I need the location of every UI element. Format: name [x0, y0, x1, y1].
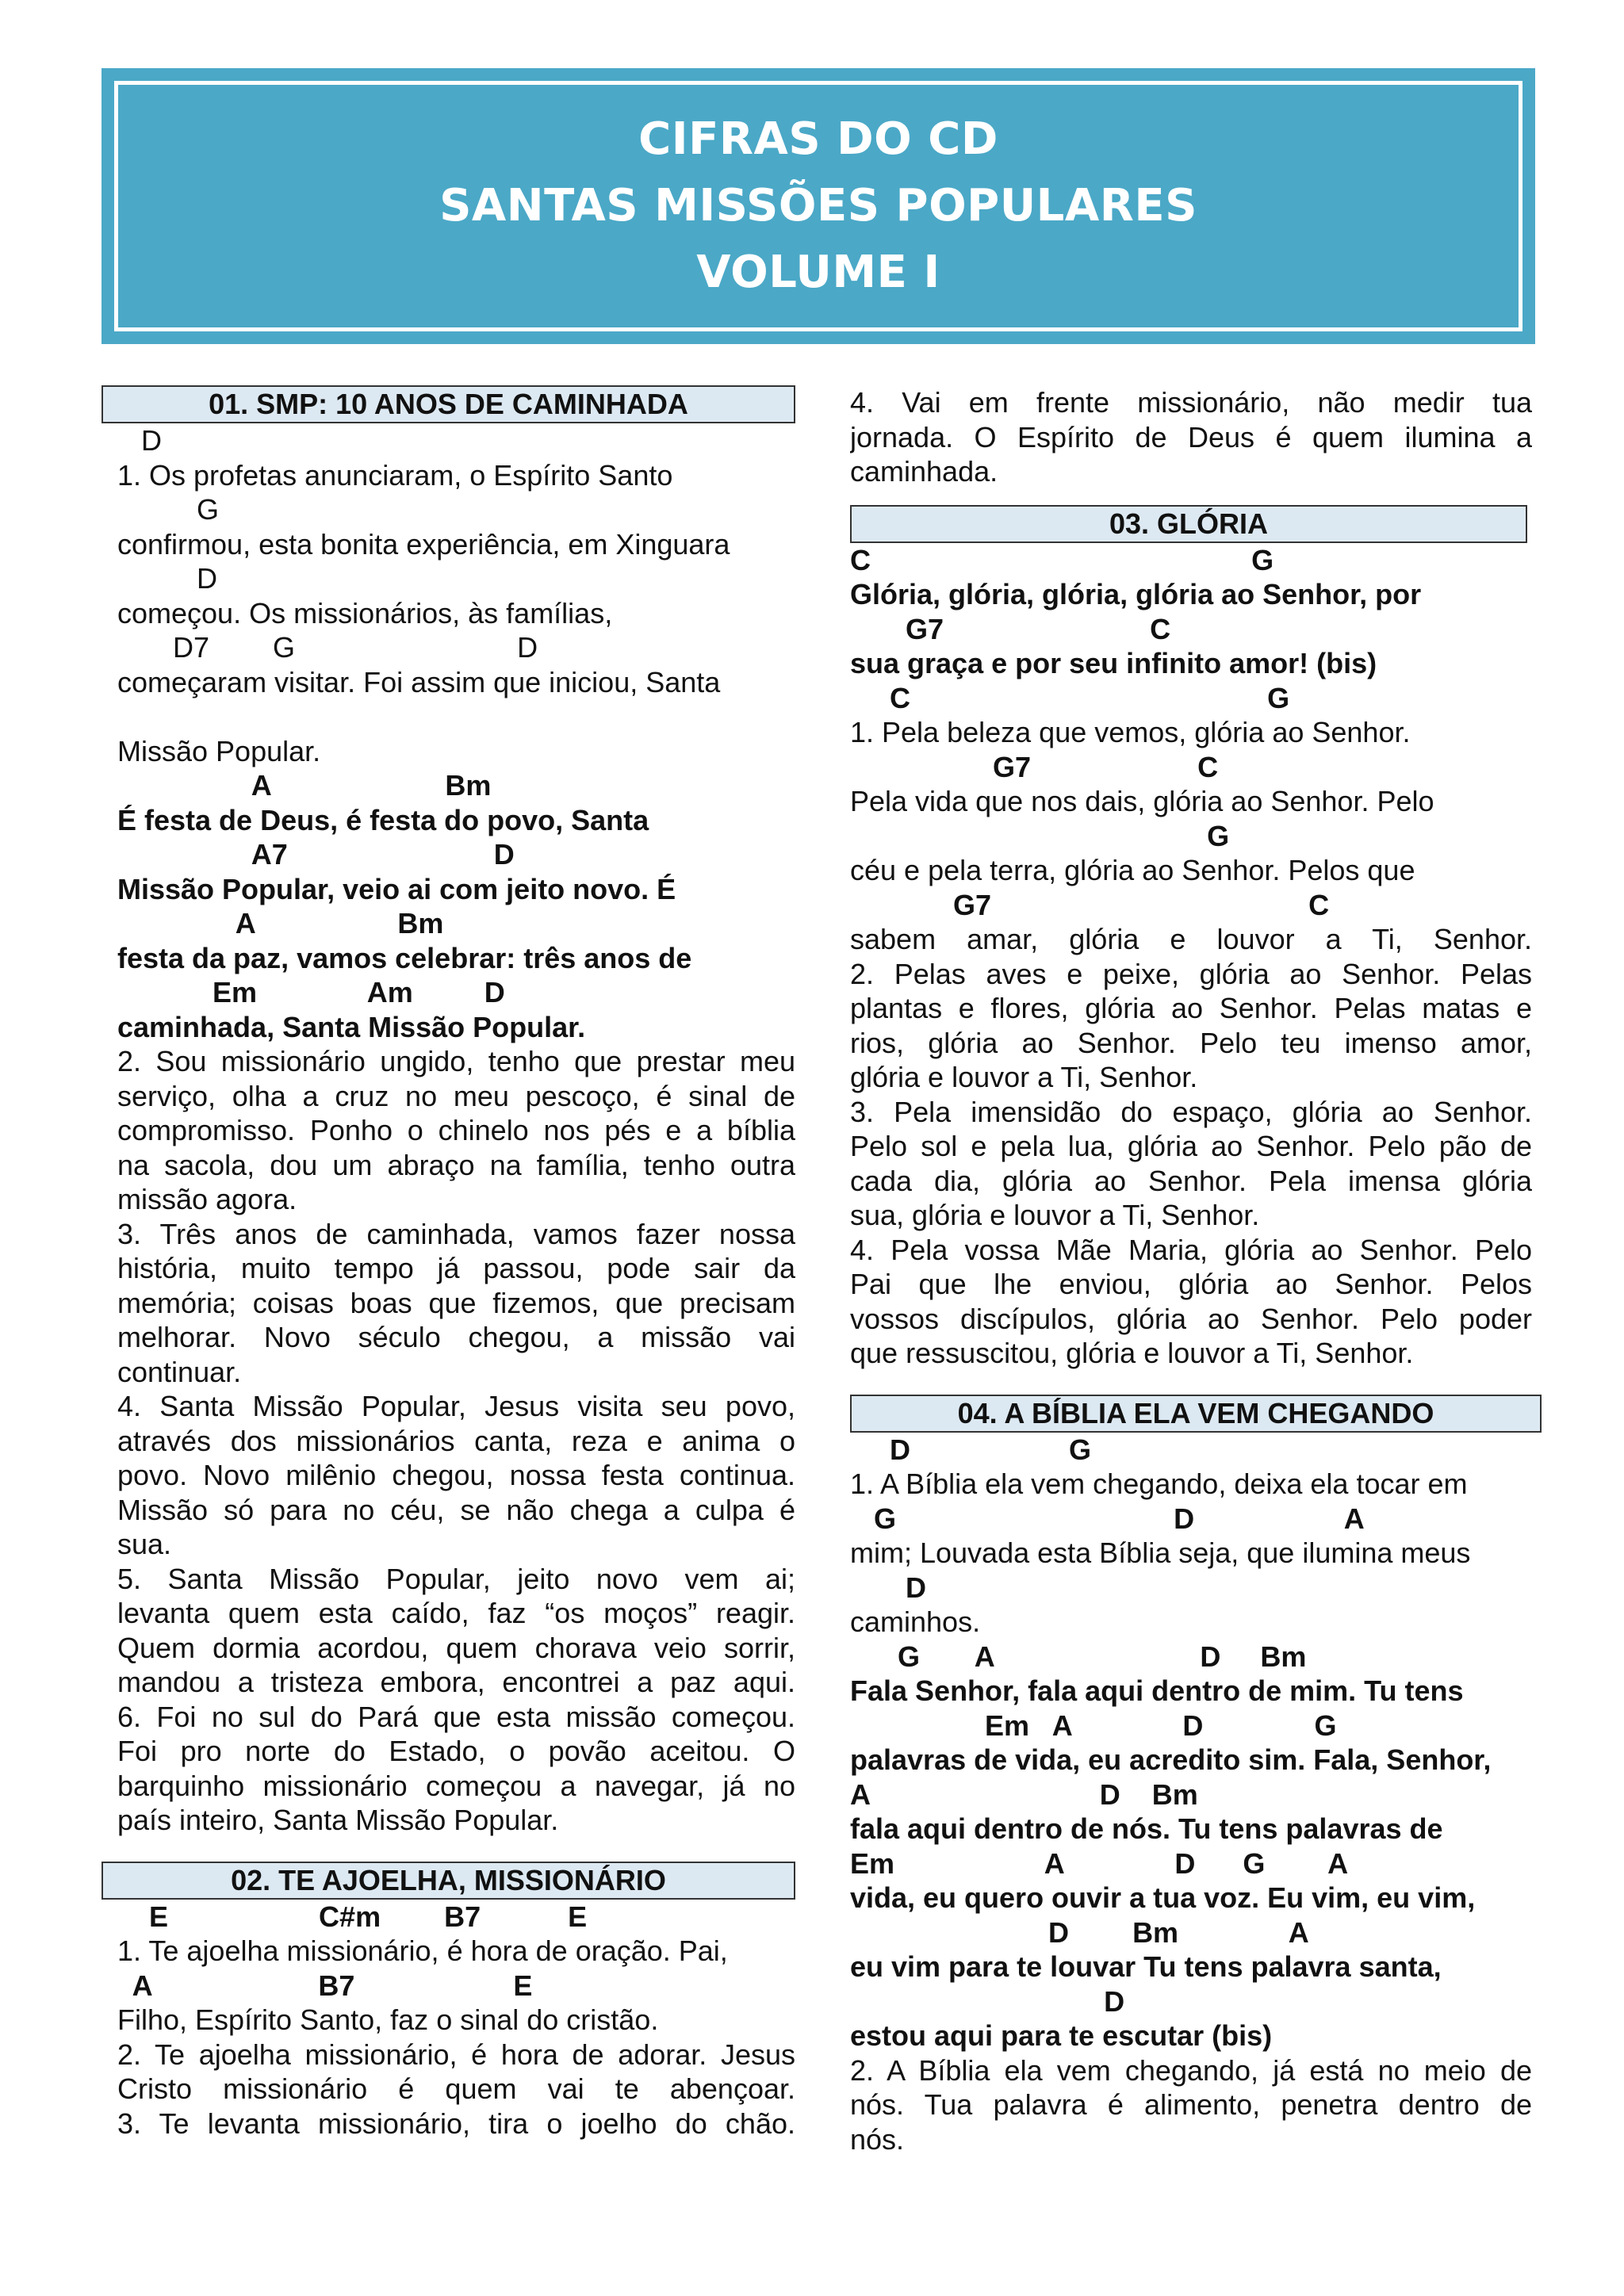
lyric-line: que ressuscitou, glória e louvor a Ti, Senhor. [850, 1337, 1414, 1369]
lyric-line: começaram visitar. Foi assim que iniciou, Santa [117, 665, 721, 698]
lyric-line: Cristo missionário é quem vai te abençoar. [117, 2072, 795, 2105]
lyric-line: fala aqui dentro de nós. Tu tens palavras de [850, 1812, 1443, 1845]
lyric-line: levanta quem esta caído, faz “os moços” reagir. [117, 1597, 795, 1629]
lyric-line: Pelo sol e pela lua, glória ao Senhor. Pelo pão de [850, 1130, 1532, 1162]
banner-title-line-2: SANTAS MISSÕES POPULARES [439, 180, 1197, 232]
lyric-line: começou. Os missionários, às famílias, [117, 596, 613, 629]
lyric-line: A B7 E [117, 1969, 533, 2002]
lyric-line: confirmou, esta bonita experiência, em Xinguara [117, 527, 730, 561]
lyric-line: G7 C [850, 888, 1330, 921]
lyric-line: sabem amar, glória e louvor a Ti, Senhor. [850, 923, 1532, 955]
lyric-line: serviço, olha a cruz no meu pescoço, é sinal de [117, 1079, 795, 1112]
lyric-line: G A D Bm [850, 1640, 1307, 1673]
lyric-line: 4. Santa Missão Popular, Jesus visita seu povo, [117, 1390, 795, 1422]
lyric-line: 3. Três anos de caminhada, vamos fazer nossa [117, 1217, 795, 1250]
lyric-line: céu e pela terra, glória ao Senhor. Pelos que [850, 854, 1415, 886]
lyric-line: É festa de Deus, é festa do povo, Santa [117, 803, 649, 836]
lyric-line: A Bm [117, 907, 444, 939]
lyric-line: plantas e flores, glória ao Senhor. Pelas matas e [850, 992, 1532, 1024]
lyric-line: continuar. [117, 1355, 242, 1388]
lyric-line: D G [850, 1433, 1092, 1466]
lyric-line: Em A D G A [850, 1846, 1349, 1880]
lyric-line: caminhada. [850, 455, 998, 488]
lyric-line: barquinho missionário começou a navegar, já no [117, 1769, 795, 1802]
lyric-line: Em Am D [117, 976, 505, 1008]
lyric-line: G [850, 819, 1230, 852]
lyric-line: compromisso. Ponho o chinelo nos pés e a bíblia [117, 1114, 795, 1146]
lyric-line: festa da paz, vamos celebrar: três anos de [117, 941, 692, 974]
lyric-line: C G [850, 543, 1274, 576]
lyric-line: C G [850, 681, 1290, 714]
lyric-line: vossos discípulos, glória ao Senhor. Pelo poder [850, 1302, 1532, 1335]
lyric-line: glória e louvor a Ti, Senhor. [850, 1061, 1198, 1093]
lyric-line: jornada. O Espírito de Deus é quem ilumina a [850, 420, 1532, 453]
lyric-line: 2. Pelas aves e peixe, glória ao Senhor. Pelas [850, 957, 1532, 990]
lyric-line: através dos missionários canta, reza e anima o [117, 1424, 795, 1457]
lyric-line: povo. Novo milênio chegou, nossa festa continua. [117, 1459, 795, 1491]
lyric-line: nós. Tua palavra é alimento, penetra dentro de [850, 2088, 1532, 2121]
lyric-line: caminhada, Santa Missão Popular. [117, 1010, 586, 1043]
lyric-line: missão agora. [117, 1183, 297, 1215]
song-title-02: 02. TE AJOELHA, MISSIONÁRIO [102, 1862, 795, 1900]
lyric-line: Missão Popular, veio ai com jeito novo. É [117, 872, 676, 905]
title-banner-frame [114, 81, 1522, 331]
song-01-lyrics [102, 423, 795, 1838]
lyric-line: país inteiro, Santa Missão Popular. [117, 1804, 559, 1836]
banner-title-line-1: CIFRAS DO CD [638, 113, 998, 165]
lyric-line: A7 D [117, 838, 515, 871]
lyric-line: Pai que lhe enviou, glória ao Senhor. Pelos [850, 1268, 1532, 1300]
lyric-line: G7 C [850, 612, 1171, 645]
lyric-line: Filho, Espírito Santo, faz o sinal do cristão. [117, 2003, 659, 2036]
lyric-line: D Bm A [850, 1915, 1309, 1949]
lyric-line: vida, eu quero ouvir a tua voz. Eu vim, eu vim, [850, 1881, 1476, 1914]
lyric-line: 1. Pela beleza que vemos, glória ao Senhor. [850, 716, 1411, 748]
lyric-line: Quem dormia acordou, quem chorava veio sorrir, [117, 1631, 795, 1664]
lyric-line: Em A D G [850, 1709, 1337, 1742]
lyric-line: sua graça e por seu infinito amor! (bis) [850, 647, 1377, 679]
lyric-line: Glória, glória, glória, glória ao Senhor, por [850, 578, 1422, 610]
lyric-line: memória; coisas boas que fizemos, que precisam [117, 1286, 795, 1319]
banner-title-line-3: VOLUME I [696, 247, 940, 298]
lyric-line: melhorar. Novo século chegou, a missão vai [117, 1321, 795, 1353]
lyric-line: 2. A Bíblia ela vem chegando, já está no meio de [850, 2053, 1532, 2087]
song-02-lyrics [102, 1900, 795, 2141]
lyric-line: Missão só para no céu, se não chega a culpa é [117, 1493, 795, 1526]
lyric-line: estou aqui para te escutar (bis) [850, 2019, 1273, 2052]
lyric-line: mim; Louvada esta Bíblia seja, que ilumina meus [850, 1536, 1471, 1569]
lyric-line: mandou a tristeza embora, encontrei a paz aqui. [117, 1666, 795, 1698]
lyric-line: G7 C [850, 750, 1219, 783]
lyric-line: caminhos. [850, 1605, 981, 1638]
song-02-lyrics-continued [850, 385, 1532, 489]
lyric-line: A Bm [117, 769, 492, 802]
lyric-line: 1. Te ajoelha missionário, é hora de oração. Pai, [117, 1934, 728, 1967]
song-04-lyrics [850, 1433, 1532, 2157]
lyric-line: 6. Foi no sul do Pará que esta missão começou. [117, 1700, 795, 1733]
lyric-line: G D A [850, 1502, 1365, 1535]
lyric-line: 3. Te levanta missionário, tira o joelho do chão. [117, 2107, 795, 2140]
left-column [102, 385, 795, 2141]
lyric-line: 1. Os profetas anunciaram, o Espírito Santo [117, 458, 673, 492]
lyric-line: Missão Popular. [117, 734, 321, 767]
song-title-03: 03. GLÓRIA [850, 505, 1527, 543]
lyric-line: D [850, 1571, 927, 1604]
lyric-line: 5. Santa Missão Popular, jeito novo vem ai; [117, 1562, 795, 1595]
lyric-line: Foi pro norte do Estado, o povão aceitou. O [117, 1735, 795, 1767]
lyric-line: D [117, 562, 218, 595]
lyric-line: sua. [117, 1528, 172, 1560]
song-03-lyrics [850, 543, 1532, 1371]
lyric-line: D7 G D [117, 631, 538, 664]
lyric-line: G [117, 493, 220, 526]
lyric-line: 4. Vai em frente missionário, não medir tua [850, 386, 1532, 419]
lyric-line: D [850, 1984, 1125, 2018]
song-title-04: 04. A BÍBLIA ELA VEM CHEGANDO [850, 1395, 1542, 1433]
lyric-line: Pela vida que nos dais, glória ao Senhor. Pelo [850, 785, 1434, 817]
lyric-line: cada dia, glória ao Senhor. Pela imensa glória [850, 1164, 1532, 1197]
right-column [850, 385, 1532, 2156]
lyric-line: 3. Pela imensidão do espaço, glória ao Senhor. [850, 1095, 1532, 1128]
lyric-line: 1. A Bíblia ela vem chegando, deixa ela tocar em [850, 1468, 1468, 1500]
lyric-line: Fala Senhor, fala aqui dentro de mim. Tu tens [850, 1674, 1464, 1707]
lyric-line: na sacola, dou um abraço na família, tenho outra [117, 1148, 795, 1181]
lyric-line: palavras de vida, eu acredito sim. Fala, Senhor, [850, 1743, 1492, 1776]
lyric-line: A D Bm [850, 1777, 1198, 1811]
lyric-line: D [117, 424, 163, 457]
song-title-01: 01. SMP: 10 ANOS DE CAMINHADA [102, 385, 795, 423]
lyric-line: 4. Pela vossa Mãe Maria, glória ao Senhor. Pelo [850, 1233, 1532, 1266]
lyric-line: E C#m B7 E [117, 1900, 588, 1933]
lyric-line: história, muito tempo já passou, pode sair da [117, 1252, 795, 1284]
lyric-line: 2. Sou missionário ungido, tenho que prestar meu [117, 1045, 795, 1077]
title-banner [102, 68, 1535, 344]
lyric-line: 2. Te ajoelha missionário, é hora de adorar. Jesus [117, 2038, 795, 2071]
lyric-line [117, 699, 795, 734]
lyric-line: rios, glória ao Senhor. Pelo teu imenso amor, [850, 1026, 1532, 1059]
lyric-line: nós. [850, 2122, 905, 2156]
lyric-line: eu vim para te louvar Tu tens palavra santa, [850, 1950, 1442, 1983]
lyric-line: sua, glória e louvor a Ti, Senhor. [850, 1199, 1260, 1231]
